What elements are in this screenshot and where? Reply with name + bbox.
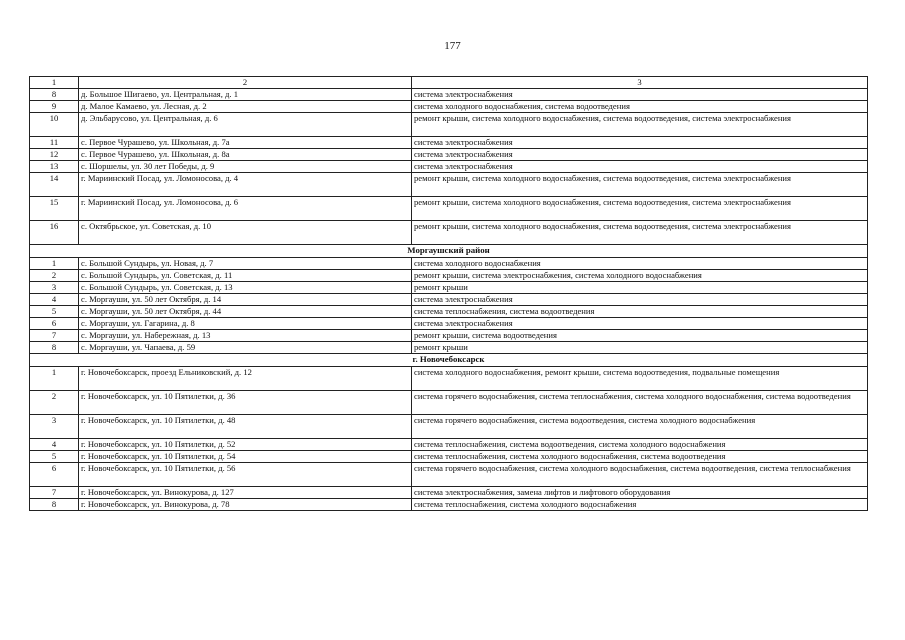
row-address: г. Новочебоксарск, ул. 10 Пятилетки, д. 56 (79, 463, 412, 487)
row-number: 1 (30, 258, 79, 270)
table-header-row (30, 77, 868, 89)
row-number: 2 (30, 391, 79, 415)
table-row (30, 499, 868, 511)
row-address: д. Малое Камаево, ул. Лесная, д. 2 (79, 101, 412, 113)
table-row (30, 161, 868, 173)
table-row (30, 270, 868, 282)
row-number: 6 (30, 463, 79, 487)
table-row (30, 391, 868, 415)
row-address: г. Новочебоксарск, ул. Винокурова, д. 127 (79, 487, 412, 499)
page-number: 177 (444, 40, 461, 52)
row-address: с. Моргауши, ул. 50 лет Октября, д. 14 (79, 294, 412, 306)
row-address: с. Большой Сундырь, ул. Новая, д. 7 (79, 258, 412, 270)
row-number: 5 (30, 306, 79, 318)
table-row (30, 89, 868, 101)
table-row (30, 221, 868, 245)
row-address: с. Моргауши, ул. Гагарина, д. 8 (79, 318, 412, 330)
column-header-address: 2 (79, 77, 412, 89)
row-systems: система теплоснабжения, система водоотведения (412, 306, 868, 318)
table-row (30, 415, 868, 439)
table-row (30, 463, 868, 487)
row-address: с. Моргауши, ул. Чапаева, д. 59 (79, 342, 412, 354)
row-systems: система электроснабжения (412, 161, 868, 173)
table-row (30, 101, 868, 113)
row-address: с. Большой Сундырь, ул. Советская, д. 11 (79, 270, 412, 282)
row-systems: ремонт крыши, система холодного водоснабжения, система водоотведения, система электроснабжения (412, 173, 868, 197)
row-address: г. Новочебоксарск, ул. 10 Пятилетки, д. 52 (79, 439, 412, 451)
row-systems: ремонт крыши, система холодного водоснабжения, система водоотведения, система электроснабжения (412, 221, 868, 245)
row-address: г. Мариинский Посад, ул. Ломоносова, д. 6 (79, 197, 412, 221)
table-row (30, 487, 868, 499)
row-systems: система электроснабжения (412, 294, 868, 306)
row-systems: ремонт крыши, система холодного водоснабжения, система водоотведения, система электроснабжения (412, 113, 868, 137)
section-header-row (30, 245, 868, 258)
row-number: 4 (30, 294, 79, 306)
row-number: 6 (30, 318, 79, 330)
row-systems: система теплоснабжения, система холодного водоснабжения, система водоотведения (412, 451, 868, 463)
row-number: 5 (30, 451, 79, 463)
row-number: 10 (30, 113, 79, 137)
table-row (30, 367, 868, 391)
row-address: г. Мариинский Посад, ул. Ломоносова, д. 4 (79, 173, 412, 197)
row-systems: система теплоснабжения, система водоотведения, система холодного водоснабжения (412, 439, 868, 451)
row-number: 8 (30, 89, 79, 101)
row-systems: система холодного водоснабжения (412, 258, 868, 270)
row-address: г. Новочебоксарск, ул. 10 Пятилетки, д. 48 (79, 415, 412, 439)
row-systems: система электроснабжения, замена лифтов и лифтового оборудования (412, 487, 868, 499)
table-row (30, 294, 868, 306)
row-number: 14 (30, 173, 79, 197)
row-systems: ремонт крыши, система холодного водоснабжения, система водоотведения, система электроснабжения (412, 197, 868, 221)
table-row (30, 197, 868, 221)
row-address: с. Большой Сундырь, ул. Советская, д. 13 (79, 282, 412, 294)
row-address: с. Моргауши, ул. 50 лет Октября, д. 44 (79, 306, 412, 318)
row-number: 7 (30, 330, 79, 342)
table-row (30, 306, 868, 318)
row-systems: система электроснабжения (412, 89, 868, 101)
table-row (30, 330, 868, 342)
table-row (30, 282, 868, 294)
table-row (30, 258, 868, 270)
row-number: 16 (30, 221, 79, 245)
section-header-row (30, 354, 868, 367)
row-systems: система холодного водоснабжения, система водоотведения (412, 101, 868, 113)
row-address: с. Моргауши, ул. Набережная, д. 13 (79, 330, 412, 342)
table-row (30, 439, 868, 451)
section-title-morgaushsky: Моргаушский район (30, 245, 868, 258)
row-systems: ремонт крыши (412, 342, 868, 354)
table-row (30, 113, 868, 137)
row-number: 11 (30, 137, 79, 149)
row-address: г. Новочебоксарск, проезд Ельниковский, д. 12 (79, 367, 412, 391)
row-systems: система теплоснабжения, система холодного водоснабжения (412, 499, 868, 511)
row-address: с. Первое Чурашево, ул. Школьная, д. 7а (79, 137, 412, 149)
column-header-systems: 3 (412, 77, 868, 89)
buildings-table (29, 76, 868, 511)
row-systems: система горячего водоснабжения, система холодного водоснабжения, система водоотведения, система теплоснабжения (412, 463, 868, 487)
row-systems: система электроснабжения (412, 137, 868, 149)
row-address: г. Новочебоксарск, ул. Винокурова, д. 78 (79, 499, 412, 511)
row-address: г. Новочебоксарск, ул. 10 Пятилетки, д. 36 (79, 391, 412, 415)
section-title-novocheboksarsk: г. Новочебоксарск (30, 354, 868, 367)
row-number: 9 (30, 101, 79, 113)
row-number: 12 (30, 149, 79, 161)
row-address: д. Эльбарусово, ул. Центральная, д. 6 (79, 113, 412, 137)
table-row (30, 149, 868, 161)
row-number: 3 (30, 282, 79, 294)
column-header-number: 1 (30, 77, 79, 89)
table-row (30, 137, 868, 149)
row-number: 8 (30, 342, 79, 354)
row-systems: система горячего водоснабжения, система водоотведения, система холодного водоснабжения (412, 415, 868, 439)
table-row (30, 451, 868, 463)
row-address: с. Первое Чурашево, ул. Школьная, д. 8а (79, 149, 412, 161)
row-systems: система холодного водоснабжения, ремонт крыши, система водоотведения, подвальные помещения (412, 367, 868, 391)
row-number: 7 (30, 487, 79, 499)
row-address: г. Новочебоксарск, ул. 10 Пятилетки, д. 54 (79, 451, 412, 463)
row-systems: система электроснабжения (412, 149, 868, 161)
row-systems: система электроснабжения (412, 318, 868, 330)
row-address: с. Шоршелы, ул. 30 лет Победы, д. 9 (79, 161, 412, 173)
row-systems: ремонт крыши, система электроснабжения, система холодного водоснабжения (412, 270, 868, 282)
row-number: 8 (30, 499, 79, 511)
row-number: 13 (30, 161, 79, 173)
row-number: 4 (30, 439, 79, 451)
table-row (30, 318, 868, 330)
row-systems: система горячего водоснабжения, система теплоснабжения, система холодного водоснабжения, система водоотведения (412, 391, 868, 415)
row-number: 1 (30, 367, 79, 391)
row-number: 15 (30, 197, 79, 221)
table-row (30, 342, 868, 354)
table-row (30, 173, 868, 197)
row-number: 3 (30, 415, 79, 439)
row-systems: ремонт крыши (412, 282, 868, 294)
row-systems: ремонт крыши, система водоотведения (412, 330, 868, 342)
row-number: 2 (30, 270, 79, 282)
row-address: д. Большое Шигаево, ул. Центральная, д. 1 (79, 89, 412, 101)
row-address: с. Октябрьское, ул. Советская, д. 10 (79, 221, 412, 245)
